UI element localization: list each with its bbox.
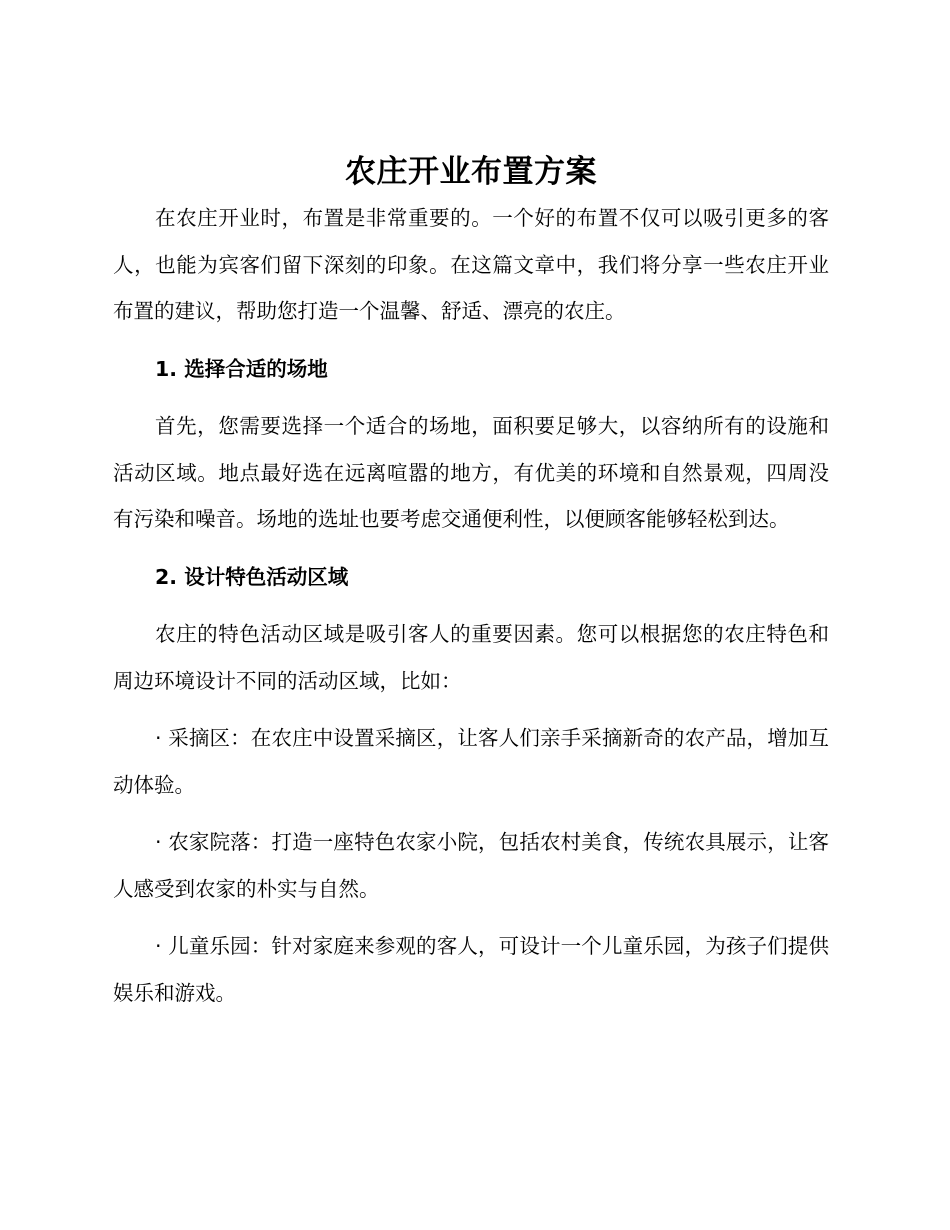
section-heading-venue: 1. 选择合适的场地 — [155, 356, 328, 381]
section-paragraph-venue: 首先，您需要选择一个适合的场地，面积要足够大，以容纳所有的设施和活动区域。地点最好选在远离喧嚣的地方，有优美的环境和自然景观，四周没有污染和噪音。场地的选址也要考虑交通便利性，以便顾客能够轻松到达。 — [113, 414, 829, 531]
section-paragraph-activities: 农庄的特色活动区域是吸引客人的重要因素。您可以根据您的农庄特色和周边环境设计不同的活动区域，比如： — [113, 622, 829, 693]
bullet-picking-area: · 采摘区：在农庄中设置采摘区，让客人们亲手采摘新奇的农产品，增加互动体验。 — [113, 726, 829, 797]
document-page — [113, 150, 829, 1016]
bullet-kids-park: · 儿童乐园：针对家庭来参观的客人，可设计一个儿童乐园，为孩子们提供娱乐和游戏。 — [113, 934, 829, 1005]
document-title: 农庄开业布置方案 — [345, 154, 597, 190]
intro-paragraph: 在农庄开业时，布置是非常重要的。一个好的布置不仅可以吸引更多的客人，也能为宾客们留下深刻的印象。在这篇文章中，我们将分享一些农庄开业布置的建议，帮助您打造一个温馨、舒适、漂亮的农庄。 — [113, 206, 829, 323]
section-heading-activities: 2. 设计特色活动区域 — [155, 564, 349, 589]
bullet-farmyard: · 农家院落：打造一座特色农家小院，包括农村美食，传统农具展示，让客人感受到农家的朴实与自然。 — [113, 830, 829, 901]
